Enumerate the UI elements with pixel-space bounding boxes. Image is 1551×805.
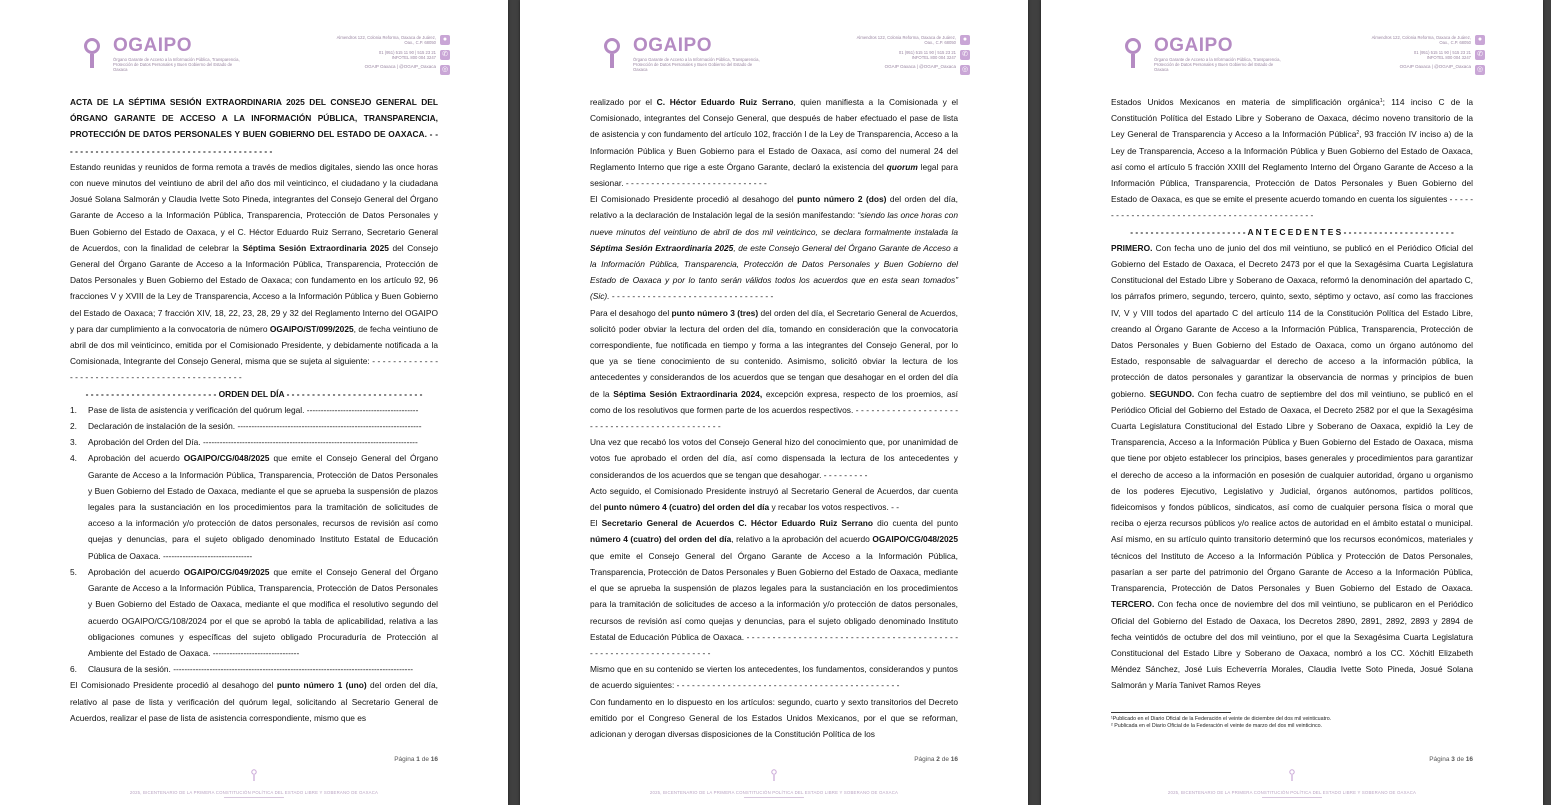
logo-mark-icon	[1124, 38, 1142, 70]
paragraph: PRIMERO. Con fecha uno de junio del dos mil veintiuno, se publicó en el Periódico Oficial del Gobierno del Estado de Oaxaca, el Decreto 2473 por el que la Sexagésima Cuarta Legislatura Constitucional del Estado Libre y Soberano de Oaxaca, reformó la denominación del apartado C, los párrafos primero, segundo, tercero, quinto, sexto, séptimo y octavo, así como las fracciones IV, V y VIII todos del apartado C del artículo 114 de la Constitución Política del Estado Libre, creando al Órgano Garante de Acceso a la Información Pública, Transparencia, Protección de Datos Personales y Buen Gobierno del Estado de Oaxaca, como un órgano autónomo del Estado, responsable de salvaguardar el derecho de acceso a la información pública, la protección de datos personales y garantizar la observancia de normas y principios de buen gobierno. SEGUNDO. Con fecha cuatro de septiembre del dos mil veintiuno, se publicó en el Periódico Oficial del Gobierno del Estado de Oaxaca, el Decreto 2582 por el que la Sexagésima Cuarta Legislatura Constitucional del Estado Libre y Soberano de Oaxaca, expidió la Ley de Transparencia, Acceso a la Información Pública y Buen Gobierno del Estado de Oaxaca, misma que tiene por objeto establecer los principios, bases generales y procedimientos para garantizar el derecho de acceso a la información en posesión de cualquier autoridad, órgano u organismo de los poderes Ejecutivo, Legislativo y Judicial, órganos autónomos, partidos políticos, fideicomisos y fondos públicos, sindicatos, así como de cualquier persona física o moral que reciba o ejerza recursos públicos y/o realice actos de autoridad en el ámbito estatal o municipal. Así mismo, en su artículo quinto transitorio determinó que los recursos económicos, materiales y técnicos del Instituto de Acceso a la Información Pública y Protección de Datos Personales, pasarían a ser parte del patrimonio del Órgano Garante de Acceso a la Información Pública, Transparencia, Protección de Datos Personales y Buen Gobierno del Estado de Oaxaca. TERCERO. Con fecha once de noviembre del dos mil veintiuno, se publicaron en el Periódico Oficial del Gobierno del Estado de Oaxaca, los Decretos 2890, 2891, 2892, 2893 y 2894 de fecha veintidós de octubre del dos mil veintiuno, por el que la Sexagésima Cuarta Legislatura Constitucional del Estado Libre y Soberano de Oaxaca, nombró a los CC. Xóchitl Elizabeth Méndez Sánchez, José Luis Echeverría Morales, Claudia Ivette Soto Pineda, Josué Solana Salmorán y María Tanivet Ramos Reyes	[1111, 242, 1473, 691]
header-contact	[1365, 35, 1485, 80]
page-body	[590, 94, 958, 742]
logo-text: OGAIPO	[633, 35, 713, 56]
ogaipo-logo	[1121, 34, 1331, 76]
phone2-text: INFOTEL 800 004 3247	[1426, 55, 1471, 60]
instagram-icon: ◎	[961, 66, 969, 73]
header-contact	[330, 35, 450, 80]
footer-logo-icon	[251, 769, 257, 781]
document-title: ACTA DE LA SÉPTIMA SESIÓN EXTRAORDINARIA 2025 DEL CONSEJO GENERAL DEL ÓRGANO GARANTE DE ACCESO A LA INFORMACIÓN PÚBLICA, TRANSPARENCIA, PROTECCIÓN DE DATOS PERSONALES Y BUEN GOBIERNO DEL ESTADO DE OAXACA. - - - - - - - - - - - - - - - - - - - - - - - - - - - - - - - - - - - - - - - - - -	[70, 97, 438, 156]
logo-subtitle: Órgano Garante de Acceso a la Información Pública, Transparencia, Protección de Datos Personales y Buen Gobierno del Estado de Oaxaca	[1154, 57, 1281, 72]
list-item: 4. Aprobación del acuerdo OGAIPO/CG/048/2025 que emite el Consejo General del Órgano Garante de Acceso a la Información Pública, Transparencia, Protección de Datos Personales y Buen Gobierno del Estado de Oaxaca, mediante el que se aprueba la suspensión de plazos legales para la sustanciación en los procedimientos para la tramitación de solicitudes de acceso a la información y/o protección de datos personales, recursos de revisión así como quejas y denuncias, para el sujeto obligado denominado Instituto Estatal de Educación Pública de Oaxaca. --------------------------------	[70, 453, 438, 561]
footer-divider	[744, 797, 804, 798]
footer-divider	[224, 797, 284, 798]
paragraph: Con fundamento en lo dispuesto en los artículos: segundo, cuarto y sexto transitorios del Decreto emitido por el Congreso General de los Estados Unidos Mexicanos, por el que se reforman, adicionan y derogan diversas disposiciones de la Constitución Política de los	[590, 696, 958, 739]
logo-mark-icon	[603, 38, 621, 70]
phone-icon: ✆	[440, 50, 450, 60]
social-text: OGAIP Oaxaca | @OGAIP_Oaxaca	[884, 64, 956, 69]
paragraph: Para el desahogo del punto número 3 (tres) del orden del día, el Secretario General de Acuerdos, solicitó poder obviar la lectura del orden del día, tomando en consideración que la convocatoria correspondiente, fue notificada en tiempo y forma a las integrantes del Consejo General, por lo que ya se tiene conocimiento de su contenido. Asimismo, solicitó obviar la lectura de los antecedentes y considerandos de los acuerdos que se tengan que desahogar en el orden del día de la Séptima Sesión Extraordinaria 2024, excepción expresa, respecto de los proemios, así como de los resolutivos que formen parte de los acuerdos respectivos. - - - - - - - - - - - - - - - - - - - - - - - - - - - - - - - - - - - - - - - - - - - - - -	[590, 307, 958, 432]
list-item: 6. Clausura de la sesión. --------------------------------------------------------------------------------------	[70, 664, 414, 675]
page-number: Página 2 de 16	[914, 756, 958, 763]
intro-paragraph: Estando reunidas y reunidos de forma remota a través de medios digitales, siendo las once horas con nueve minutos del veintiuno de abril del año dos mil veinticinco, el ciudadano y la ciudadana Josué Solana Salmorán y Claudia Ivette Soto Pineda, integrantes del Consejo General del Órgano Garante de Acceso a la Información Pública, Transparencia, Protección de Datos Personales y Buen Gobierno del Estado de Oaxaca, y el C. Héctor Eduardo Ruiz Serrano, Secretario General de Acuerdos, con la finalidad de celebrar la Séptima Sesión Extraordinaria 2025 del Consejo General del Órgano Garante de Acceso a la Información Pública, Transparencia, Protección de Datos Personales y Buen Gobierno del Estado de Oaxaca; con fundamento en los artículo 92, 96 fracciones V y XVIII de la Ley de Transparencia, Acceso a la Información Pública y Buen Gobierno del Estado de Oaxaca; 7 fracción XIV, 18, 22, 23, 28, 29 y 32 del Reglamento Interno del OGAIPO y para dar cumplimiento a la convocatoria de número OGAIPO/ST/099/2025, de fecha veintiuno de abril de dos mil veinticinco, emitida por el Comisionado Presidente, y debidamente notificada a la Comisionada, Integrante del Consejo General, misma que se sujeta al siguiente: - - - - - - - - - - - - - - - - - - - - - - - - - - - - - - - - - - - - - - - - - - - - - - -	[70, 161, 438, 383]
page-header	[80, 34, 450, 76]
phone-text: 01 (951) 515 11 90 | 515 23 21	[1413, 50, 1471, 55]
agenda-list	[70, 402, 438, 677]
ogaipo-logo	[600, 34, 810, 76]
document-page-3	[1041, 0, 1543, 805]
document-page-2	[520, 0, 1028, 805]
social-text: OGAIP Oaxaca | @OGAIP_Oaxaca	[1399, 64, 1471, 69]
phone-text: 01 (951) 515 11 90 | 515 23 21	[378, 50, 436, 55]
location-icon: ●	[440, 35, 450, 45]
list-item: 5. Aprobación del acuerdo OGAIPO/CG/049/2025 que emite el Consejo General del Órgano Garante de Acceso a la Información Pública, Transparencia, Protección de Datos Personales y Buen Gobierno del Estado de Oaxaca, mediante el que modifica el resolutivo segundo del acuerdo OGAIPO/CG/108/2024 por el que se aprobó la tabla de aplicabilidad, relativa a las obligaciones comunes y específicas del sujeto obligado Procuraduría de Protección al Ambiente del Estado de Oaxaca. -------------------------------	[70, 566, 438, 658]
logo-text: OGAIPO	[113, 35, 193, 56]
paragraph: El Comisionado Presidente procedió al desahogo del punto número 2 (dos) del orden del día, relativo a la declaración de Instalación legal de la sesión manifestando: “siendo las once horas con nueve minutos del veintiuno de abril de dos mil veinticinco, se declara formalmente instalada la Séptima Sesión Extraordinaria 2025, de este Consejo General del Órgano Garante de Acceso a la Información Pública, Transparencia, Protección de Datos Personales y Buen Gobierno del Estado de Oaxaca y por lo tanto serán válidos todos los acuerdos que en esta sean tomados” (Sic). - - - - - - - - - - - - - - - - - - - - - - - - - - - - - - - -	[590, 194, 958, 302]
instagram-icon: ◎	[441, 66, 449, 73]
social-text: OGAIP Oaxaca | @OGAIP_Oaxaca	[364, 64, 436, 69]
footnote-1: ¹Publicado en el Diario Oficial de la Federación el veinte de diciembre del dos mil veinticuatro.	[1111, 716, 1332, 722]
footer-divider	[1262, 797, 1322, 798]
page-body	[70, 94, 438, 726]
footer-logo-icon	[1289, 769, 1295, 781]
phone-icon: ✆	[1475, 50, 1485, 60]
location-icon: ●	[1475, 35, 1485, 45]
footer-text: 2025, BICENTENARIO DE LA PRIMERA CONSTITUCIÓN POLÍTICA DEL ESTADO LIBRE Y SOBERANO DE OAXACA	[129, 790, 379, 795]
paragraph: Mismo que en su contenido se vierten los antecedentes, los fundamentos, considerandos y puntos de acuerdo siguientes: - - - - - - - - - - - - - - - - - - - - - - - - - - - - - - - - - - - - - - - - - - - -	[590, 664, 958, 691]
header-contact	[850, 35, 970, 80]
paragraph: Una vez que recabó los votos del Consejo General hizo del conocimiento que, por unanimidad de votos fue aprobado el orden del día, así como dispensada la lectura de los antecedentes y considerandos de los acuerdos que se tengan que desahogar. - - - - - - - - -	[590, 437, 958, 480]
closing-paragraph: El Comisionado Presidente procedió al desahogo del punto número 1 (uno) del orden del día, relativo al pase de lista y verificación del quórum legal, solicitando al Secretario General de Acuerdos, realizar el pase de lista de asistencia correspondiente, mismo que es	[70, 680, 438, 723]
page-footer	[0, 768, 508, 798]
logo-subtitle: Órgano Garante de Acceso a la Información Pública, Transparencia, Protección de Datos Personales y Buen Gobierno del Estado de Oaxaca	[113, 57, 240, 72]
list-item: 1. Pase de lista de asistencia y verificación del quórum legal. ----------------------------------------	[70, 404, 419, 415]
list-item: 2. Declaración de instalación de la sesión. ------------------------------------------------------------------	[70, 421, 422, 432]
footer-text: 2025, BICENTENARIO DE LA PRIMERA CONSTITUCIÓN POLÍTICA DEL ESTADO LIBRE Y SOBERANO DE OAXACA	[649, 790, 899, 795]
logo-mark-icon	[83, 38, 101, 70]
page-footer	[1041, 768, 1543, 798]
page-footer	[520, 768, 1028, 798]
footnote-rule	[1111, 712, 1231, 713]
orden-del-dia-heading: - - - - - - - - - - - - - - - - - - - - - - - - - - ORDEN DEL DÍA - - - - - - - - - - - - - - - - - - - - - - - - - - -	[85, 388, 423, 399]
page-number: Página 3 de 16	[1429, 756, 1473, 763]
address-text: Almendros 122, Colonia Reforma, Oaxaca de Juárez, Oax., C.P. 68050	[856, 35, 956, 45]
phone2-text: INFOTEL 800 004 3247	[391, 55, 436, 60]
page-number: Página 1 de 16	[394, 756, 438, 763]
page-header	[600, 34, 970, 76]
page-body	[1111, 94, 1473, 694]
address-text: Almendros 122, Colonia Reforma, Oaxaca de Juárez, Oax., C.P. 68050	[336, 35, 436, 45]
footnote-2: ² Publicada en el Diario Oficial de la Federación el veinte de marzo del dos mil veinticinco.	[1111, 723, 1323, 729]
document-page-1	[0, 0, 508, 805]
paragraph: Acto seguido, el Comisionado Presidente instruyó al Secretario General de Acuerdos, dar cuenta del punto número 4 (cuatro) del orden del día y recabar los votos respectivos. - -	[590, 485, 958, 513]
footer-text: 2025, BICENTENARIO DE LA PRIMERA CONSTITUCIÓN POLÍTICA DEL ESTADO LIBRE Y SOBERANO DE OAXACA	[1167, 790, 1417, 795]
footnotes	[1111, 712, 1473, 730]
paragraph: realizado por el C. Héctor Eduardo Ruiz Serrano, quien manifiesta a la Comisionada y el Comisionado, integrantes del Consejo General, que después de haber efectuado el pase de lista de asistencia y con fundamento del artículo 102, fracción I de la Ley de Transparencia, Acceso a la Información Pública y Buen Gobierno para el Estado de Oaxaca, así como del numeral 24 del Reglamento Interno que rige a este Órgano Garante, declaró la existencia del quorum legal para sesionar. - - - - - - - - - - - - - - - - - - - - - - - - - - - -	[590, 97, 958, 189]
instagram-icon: ◎	[1476, 66, 1484, 73]
ogaipo-logo	[80, 34, 290, 76]
phone2-text: INFOTEL 800 004 3247	[911, 55, 956, 60]
location-icon: ●	[960, 35, 970, 45]
paragraph: El Secretario General de Acuerdos C. Héctor Eduardo Ruiz Serrano dio cuenta del punto número 4 (cuatro) del orden del día, relativo a la aprobación del acuerdo OGAIPO/CG/048/2025 que emite el Consejo General del Órgano Garante de Acceso a la Información Pública, Transparencia, Protección de Datos Personales y Buen Gobierno del Estado de Oaxaca, mediante el que se aprueba la suspensión de plazos legales para la sustanciación en los procedimientos para la tramitación de solicitudes de acceso a la información y/o protección de datos personales, recursos de revisión así como quejas y denuncias, para el sujeto obligado denominado Instituto Estatal de Educación Pública de Oaxaca. - - - - - - - - - - - - - - - - - - - - - - - - - - - - - - - - - - - - - - - - - - - - - - - - - - - - - - - - - - - - - - - - -	[590, 518, 959, 658]
logo-text: OGAIPO	[1154, 35, 1234, 56]
footer-logo-icon	[771, 769, 777, 781]
phone-icon: ✆	[960, 50, 970, 60]
address-text: Almendros 122, Colonia Reforma, Oaxaca de Juárez, Oax., C.P. 68050	[1371, 35, 1471, 45]
antecedentes-heading: - - - - - - - - - - - - - - - - - - - - - - - A N T E C E D E N T E S - - - - - - - - - - - - - - - - - - - - - -	[1130, 226, 1454, 237]
phone-text: 01 (951) 515 11 90 | 515 23 21	[898, 50, 956, 55]
logo-subtitle: Órgano Garante de Acceso a la Información Pública, Transparencia, Protección de Datos Personales y Buen Gobierno del Estado de Oaxaca	[633, 57, 760, 72]
list-item: 3. Aprobación del Orden del Día. -----------------------------------------------------------------------------	[70, 437, 418, 448]
page-header	[1121, 34, 1485, 76]
paragraph: Estados Unidos Mexicanos en materia de simplificación orgánica$^1$; 114 inciso C de la Constitución Política del Estado Libre y Soberano de Oaxaca, décimo noveno transitorio de la Ley General de Transparencia y Acceso a la Información Pública$^2$, 93 fracción IV inciso a) de la Ley de Transparencia, Acceso a la Información Pública y Buen Gobierno del Estado de Oaxaca, así como el artículo 5 fracción XXIII del Reglamento Interno del Órgano Garante de Acceso a la Información Pública, Transparencia, Protección de Datos Personales y Buen Gobierno del Estado de Oaxaca, es que se emite el presente acuerdo tomando en cuenta los siguientes - - - - - - - - - - - - - - - - - - - - - - - - - - - - - - - - - - - - - - - - - - - - -	[1111, 97, 1473, 221]
